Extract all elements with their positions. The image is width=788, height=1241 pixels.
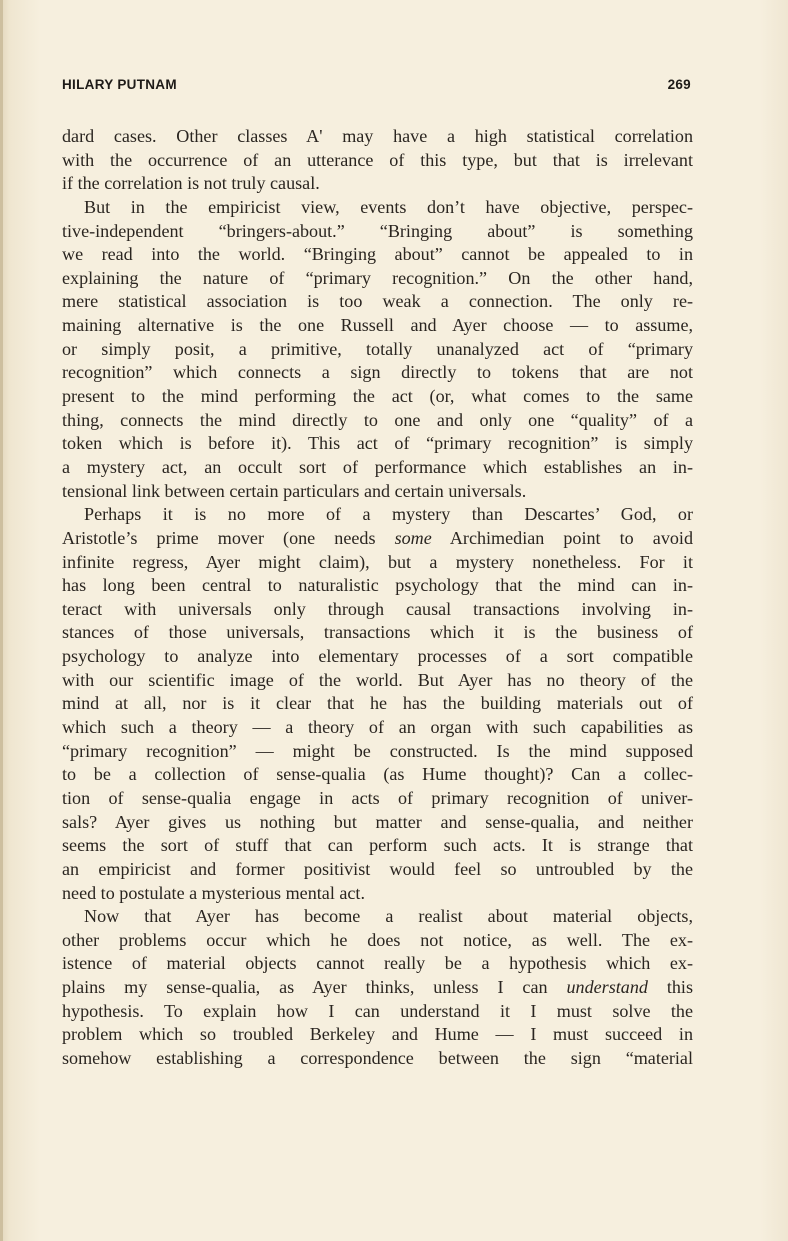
text-line: psychology to analyze into elementary processes of a sort compatible xyxy=(62,646,693,667)
text-line: maining alternative is the one Russell and Ayer choose — to assume, xyxy=(62,315,693,336)
text-line: need to postulate a mysterious mental act. xyxy=(62,882,365,903)
text-line: Perhaps it is no more of a mystery than Descartes’ God, or xyxy=(84,504,693,525)
text-line: “primary recognition” — might be constructed. Is the mind supposed xyxy=(62,740,693,761)
text-line: a mystery act, an occult sort of performance which establishes an in- xyxy=(62,456,693,477)
text-line: seems the sort of stuff that can perform such acts. It is strange that xyxy=(62,835,693,856)
text-line: somehow establishing a correspondence between the sign “material xyxy=(62,1047,693,1068)
running-header xyxy=(62,77,691,97)
text-line: mind at all, nor is it clear that he has the building materials out of xyxy=(62,693,693,714)
page-number: 269 xyxy=(667,77,691,92)
text-line: dard cases. Other classes A' may have a high statistical correlation xyxy=(62,126,693,146)
text-line: sals? Ayer gives us nothing but matter and sense-qualia, and neither xyxy=(62,811,693,832)
body-text xyxy=(62,125,693,1071)
text-line: if the correlation is not truly causal. xyxy=(62,173,320,194)
running-head-author: HILARY PUTNAM xyxy=(62,77,177,92)
text-line: with our scientific image of the world. But Ayer has no theory of the xyxy=(62,669,693,690)
text-line: we read into the world. “Bringing about” cannot be appealed to in xyxy=(62,244,693,265)
text-line: teract with universals only through causal transactions involving in- xyxy=(62,598,693,619)
text-line: has long been central to naturalistic psychology that the mind can in- xyxy=(62,575,693,596)
text-line: with the occurrence of an utterance of this type, but that is irrelevant xyxy=(62,149,693,170)
text-line: tive-independent “bringers-about.” “Bringing about” is something xyxy=(62,220,693,241)
text-line: stances of those universals, transactions which it is the business of xyxy=(62,622,693,643)
text-line: mere statistical association is too weak a connection. The only re- xyxy=(62,291,693,312)
text-line: Aristotle’s prime mover (one needs some Archimedian point to avoid xyxy=(62,527,694,548)
text-line: infinite regress, Ayer might claim), but a mystery nonetheless. For it xyxy=(62,551,693,572)
text-line: to be a collection of sense-qualia (as Hume thought)? Can a collec- xyxy=(62,764,693,785)
emphasized-word: understand xyxy=(566,977,648,998)
text-line: tensional link between certain particulars and certain universals. xyxy=(62,480,527,501)
text-line: But in the empiricist view, events don’t have objective, perspec- xyxy=(84,196,693,217)
text-line: which such a theory — a theory of an organ with such capabilities as xyxy=(62,717,693,738)
text-line: istence of material objects cannot really be a hypothesis which ex- xyxy=(62,953,693,974)
text-line: problem which so troubled Berkeley and Hume — I must succeed in xyxy=(62,1024,693,1045)
text-line: recognition” which connects a sign directly to tokens that are not xyxy=(62,362,693,383)
text-line: or simply posit, a primitive, totally unanalyzed act of “primary xyxy=(62,338,693,359)
text-line: hypothesis. To explain how I can understand it I must solve the xyxy=(62,1000,693,1021)
text-line: token which is before it). This act of “primary recognition” is simply xyxy=(62,433,693,454)
text-line: thing, connects the mind directly to one and only one “quality” of a xyxy=(62,409,693,430)
emphasized-word: some xyxy=(394,527,432,548)
text-line: tion of sense-qualia engage in acts of primary recognition of univer- xyxy=(62,787,693,808)
text-line: explaining the nature of “primary recognition.” On the other hand, xyxy=(62,267,693,288)
text-line: Now that Ayer has become a realist about material objects, xyxy=(84,906,693,927)
text-line: other problems occur which he does not notice, as well. The ex- xyxy=(62,929,693,950)
text-line: an empiricist and former positivist would feel so untroubled by the xyxy=(62,858,693,879)
text-line: present to the mind performing the act (or, what comes to the same xyxy=(62,386,693,407)
text-line: plains my sense-qualia, as Ayer thinks, unless I can understand this xyxy=(62,977,693,998)
page-gutter-edge xyxy=(0,0,3,1241)
